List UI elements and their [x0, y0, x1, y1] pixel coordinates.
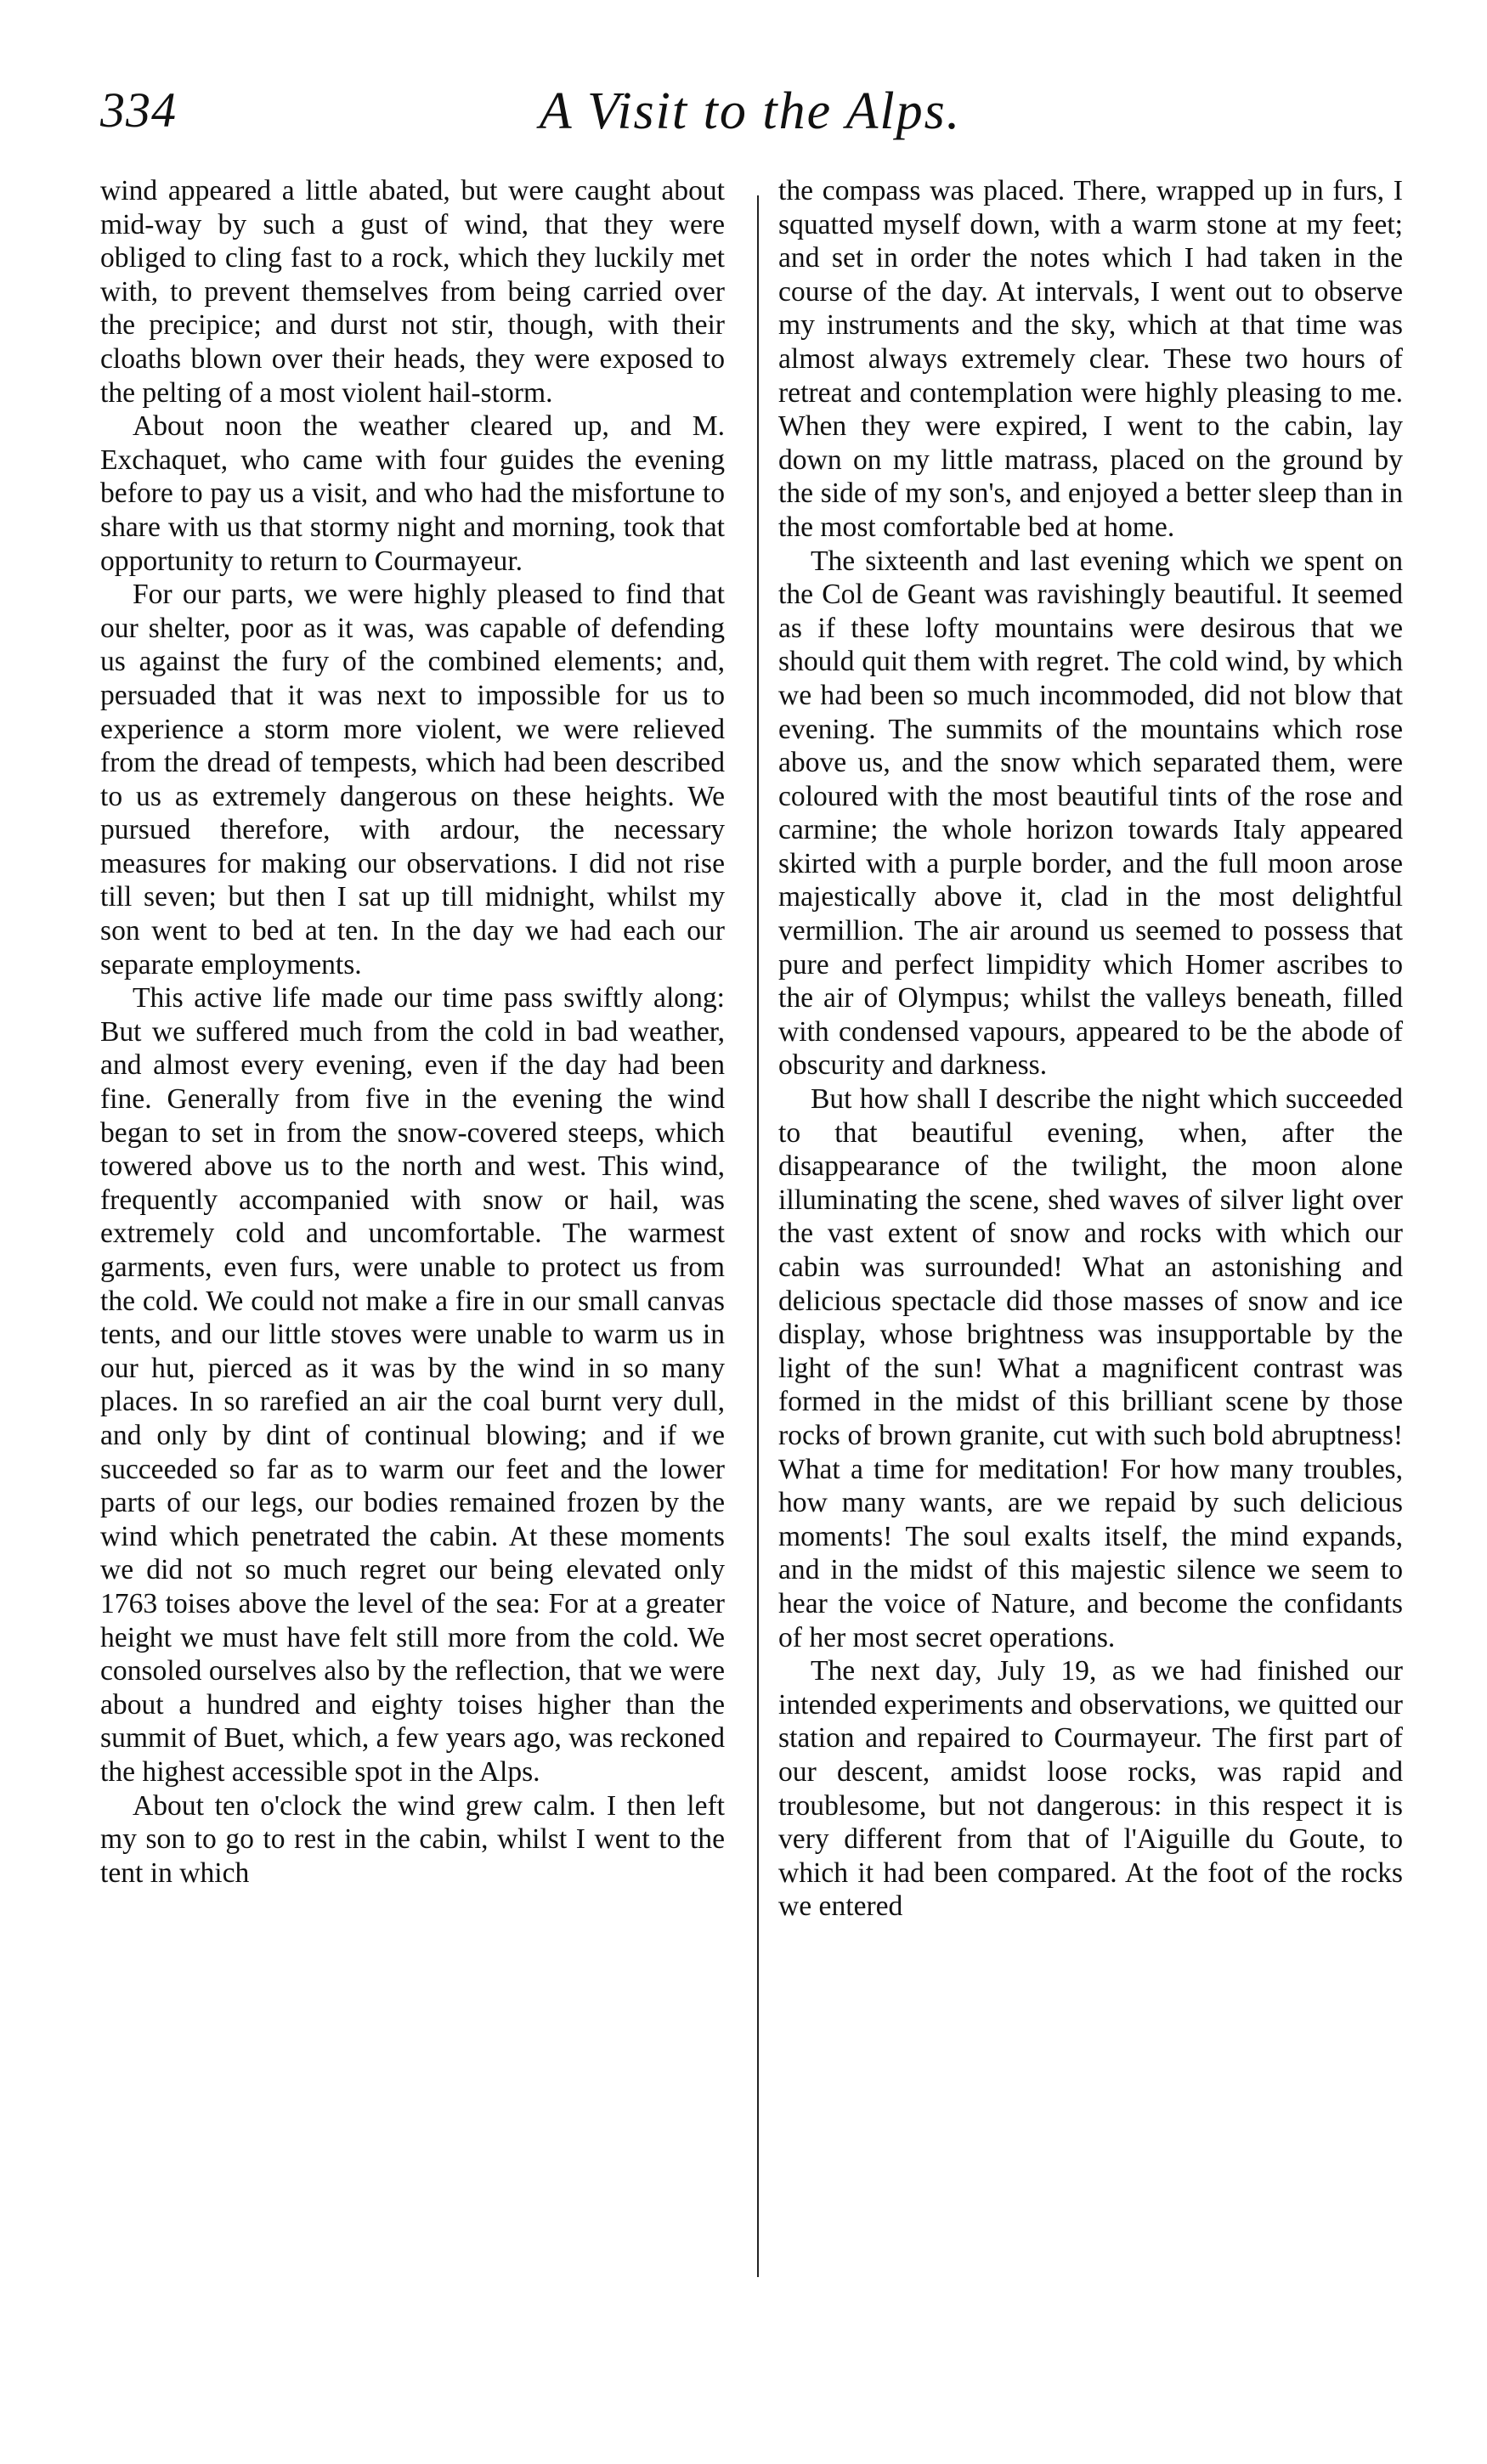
paragraph: wind appeared a little abated, but were caught about mid-way by such a gust of wind, that they were obliged to cling fast to a rock, which they luckily met with, to prevent themselves from being carried over the precipice; and durst not stir, though, with their cloaths blown over their heads, they were exposed to the pelting of a most violent hail-storm. — [100, 175, 725, 409]
column-divider — [757, 195, 759, 2277]
page-header — [100, 82, 1400, 158]
right-column — [778, 174, 1403, 1924]
paragraph: About ten o'clock the wind grew calm. I then left my son to go to rest in the cabin, whilst I went to the tent in which — [100, 1789, 725, 1889]
paragraph: For our parts, we were highly pleased to find that our shelter, poor as it was, was capable of defending us against the fury of the combined elements; and, persuaded that it was next to impossible for us to experience a storm more violent, we were relieved from the dread of tempests, which had been described to us as extremely dangerous on these heights. We pursued therefore, with ardour, the necessary measures for making our observations. I did not rise till seven; but then I sat up till midnight, whilst my son went to bed at ten. In the day we had each our separate employments. — [100, 579, 725, 981]
paragraph: This active life made our time pass swiftly along: But we suffered much from the cold in bad weather, and almost every evening, even if the day had been fine. Generally from five in the evening the wind began to set in from the snow-covered steeps, which towered above us to the north and west. This wind, frequently accompanied with snow or hail, was extremely cold and uncomfortable. The warmest garments, even furs, were unable to protect us from the cold. We could not make a fire in our small canvas tents, and our little stoves were unable to warm us in our hut, pierced as it was by the wind in so many places. In so rarefied an air the coal burnt very dull, and only by dint of continual blowing; and if we succeeded so far as to warm our feet and the lower parts of our legs, our bodies remained frozen by the wind which penetrated the cabin. At these moments we did not so much regret our being elevated only 1763 toises above the level of the sea: For at a greater height we must have felt still more from the cold. We consoled ourselves also by the reflection, that we were about a hundred and eighty toises higher than the summit of Buet, which, a few years ago, was reckoned the highest accessible spot in the Alps. — [100, 982, 725, 1788]
paragraph: But how shall I describe the night which succeeded to that beautiful evening, when, after the disappearance of the twilight, the moon alone illuminating the scene, shed waves of silver light over the vast extent of snow and rocks with which our cabin was surrounded! What an astonishing and delicious spectacle did those masses of snow and ice display, whose brightness was insupportable by the light of the sun! What a magnificent contrast was formed in the midst of this brilliant scene by those rocks of brown granite, cut with such bold abruptness! What a time for meditation! For how many troubles, how many wants, are we repaid by such delicious moments! The soul exalts itself, the mind expands, and in the midst of this majestic silence we seem to hear the voice of Nature, and become the confidants of her most secret operations. — [778, 1083, 1403, 1653]
left-column — [100, 174, 725, 1890]
running-title: A Visit to the Alps. — [539, 82, 962, 140]
paragraph: About noon the weather cleared up, and M. Exchaquet, who came with four guides the evening before to pay us a visit, and who had the misfortune to share with us that stormy night and morning, took that opportunity to return to Courmayeur. — [100, 410, 725, 577]
paragraph: the compass was placed. There, wrapped up in furs, I squatted myself down, with a warm stone at my feet; and set in order the notes which I had taken in the course of the day. At intervals, I went out to observe my instruments and the sky, which at that time was almost always extremely clear. These two hours of retreat and contemplation were highly pleasing to me. When they were expired, I went to the cabin, lay down on my little matrass, placed on the ground by the side of my son's, and enjoyed a better sleep than in the most comfortable bed at home. — [778, 175, 1403, 543]
paragraph: The next day, July 19, as we had finished our intended experiments and observations, we quitted our station and repaired to Courmayeur. The first part of our descent, amidst loose rocks, was rapid and troublesome, but not dangerous: in this respect it is very different from that of l'Aiguille du Goute, to which it had been compared. At the foot of the rocks we entered — [778, 1655, 1403, 1923]
page-number: 334 — [100, 82, 177, 138]
paragraph: The sixteenth and last evening which we spent on the Col de Geant was ravishingly beautiful. It seemed as if these lofty mountains were desirous that we should quit them with regret. The cold wind, by which we had been so much incommoded, did not blow that evening. The summits of the mountains which rose above us, and the snow which separated them, were coloured with the most beautiful tints of the rose and carmine; the whole horizon towards Italy appeared skirted with a purple border, and the full moon arose majestically above it, clad in the most delightful vermillion. The air around us seemed to possess that pure and perfect limpidity which Homer ascribes to the air of Olympus; whilst the valleys beneath, filled with condensed vapours, appeared to be the abode of obscurity and darkness. — [778, 545, 1403, 1082]
